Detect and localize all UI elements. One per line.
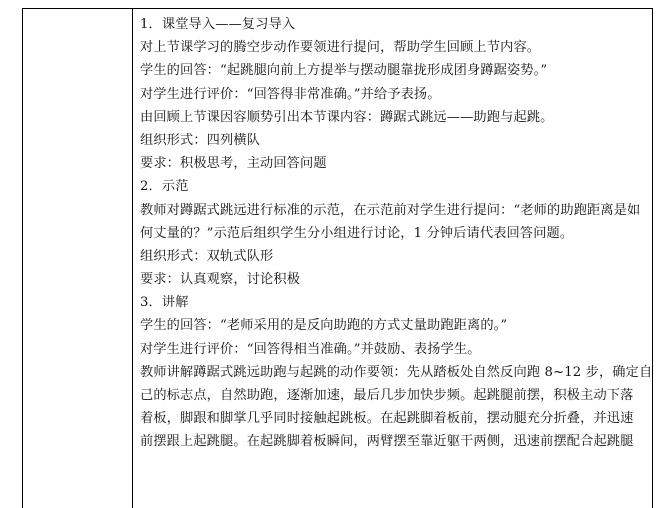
- left-column-cell: [23, 9, 132, 508]
- text-line: 何丈量的？”示范后组织学生分小组进行讨论，1 分钟后请代表回答问题。: [140, 225, 574, 241]
- text-line: 要求：认真观察，讨论积极: [140, 272, 301, 288]
- text-line: 由回顾上节课因容顺势引出本节课内容：蹲踞式跳远——助跑与起跳。: [140, 109, 554, 125]
- column-divider: [132, 9, 133, 508]
- section-heading: 3．讲解: [140, 295, 189, 311]
- text-line: 学生的回答：“老师采用的是反向助跑的方式丈量助跑距离的。”: [140, 318, 508, 334]
- section-heading: 1．课堂导入——复习导入: [140, 17, 296, 32]
- text-line: 组织形式：四列横队: [140, 132, 261, 148]
- text-line: 要求：积极思考，主动回答问题: [140, 156, 327, 172]
- text-line: 教师对蹲踞式跳远进行标准的示范，在示范前对学生进行提问：“老师的助跑距离是如: [140, 202, 641, 218]
- text-line: 己的标志点，自然助跑，逐渐加速，最后几步加快步频。起跳腿前摆，积极主动下落: [140, 388, 634, 403]
- text-line: 着板，脚跟和脚掌几乎同时接触起跳板。在起跳脚着板前，摆动腿充分折叠，并迅速: [140, 411, 634, 427]
- text-line: 对上节课学习的腾空步动作要领进行提问，帮助学生回顾上节内容。: [140, 40, 541, 56]
- lesson-table: [22, 8, 653, 508]
- text-line: 教师讲解蹲踞式跳远助跑与起跳的动作要领：先从踏板处自然反向跑 8~12 步，确定自: [140, 364, 653, 380]
- text-line: 前摆跟上起跳腿。在起跳脚着板瞬间，两臂摆至靠近躯干两侧，迅速前摆配合起跳腿: [140, 434, 634, 450]
- section-heading: 2．示范: [140, 179, 189, 195]
- text-line: 组织形式：双轨式队形: [140, 248, 274, 264]
- lesson-content: [140, 13, 670, 454]
- text-line: 对学生进行评价：“回答得相当准确。”并鼓励、表扬学生。: [140, 341, 481, 357]
- text-line: 对学生进行评价：“回答得非常准确。”并给予表扬。: [140, 86, 441, 102]
- text-line: 学生的回答：“起跳腿向前上方提举与摆动腿靠拢形成团身蹲踞姿势。”: [140, 63, 548, 79]
